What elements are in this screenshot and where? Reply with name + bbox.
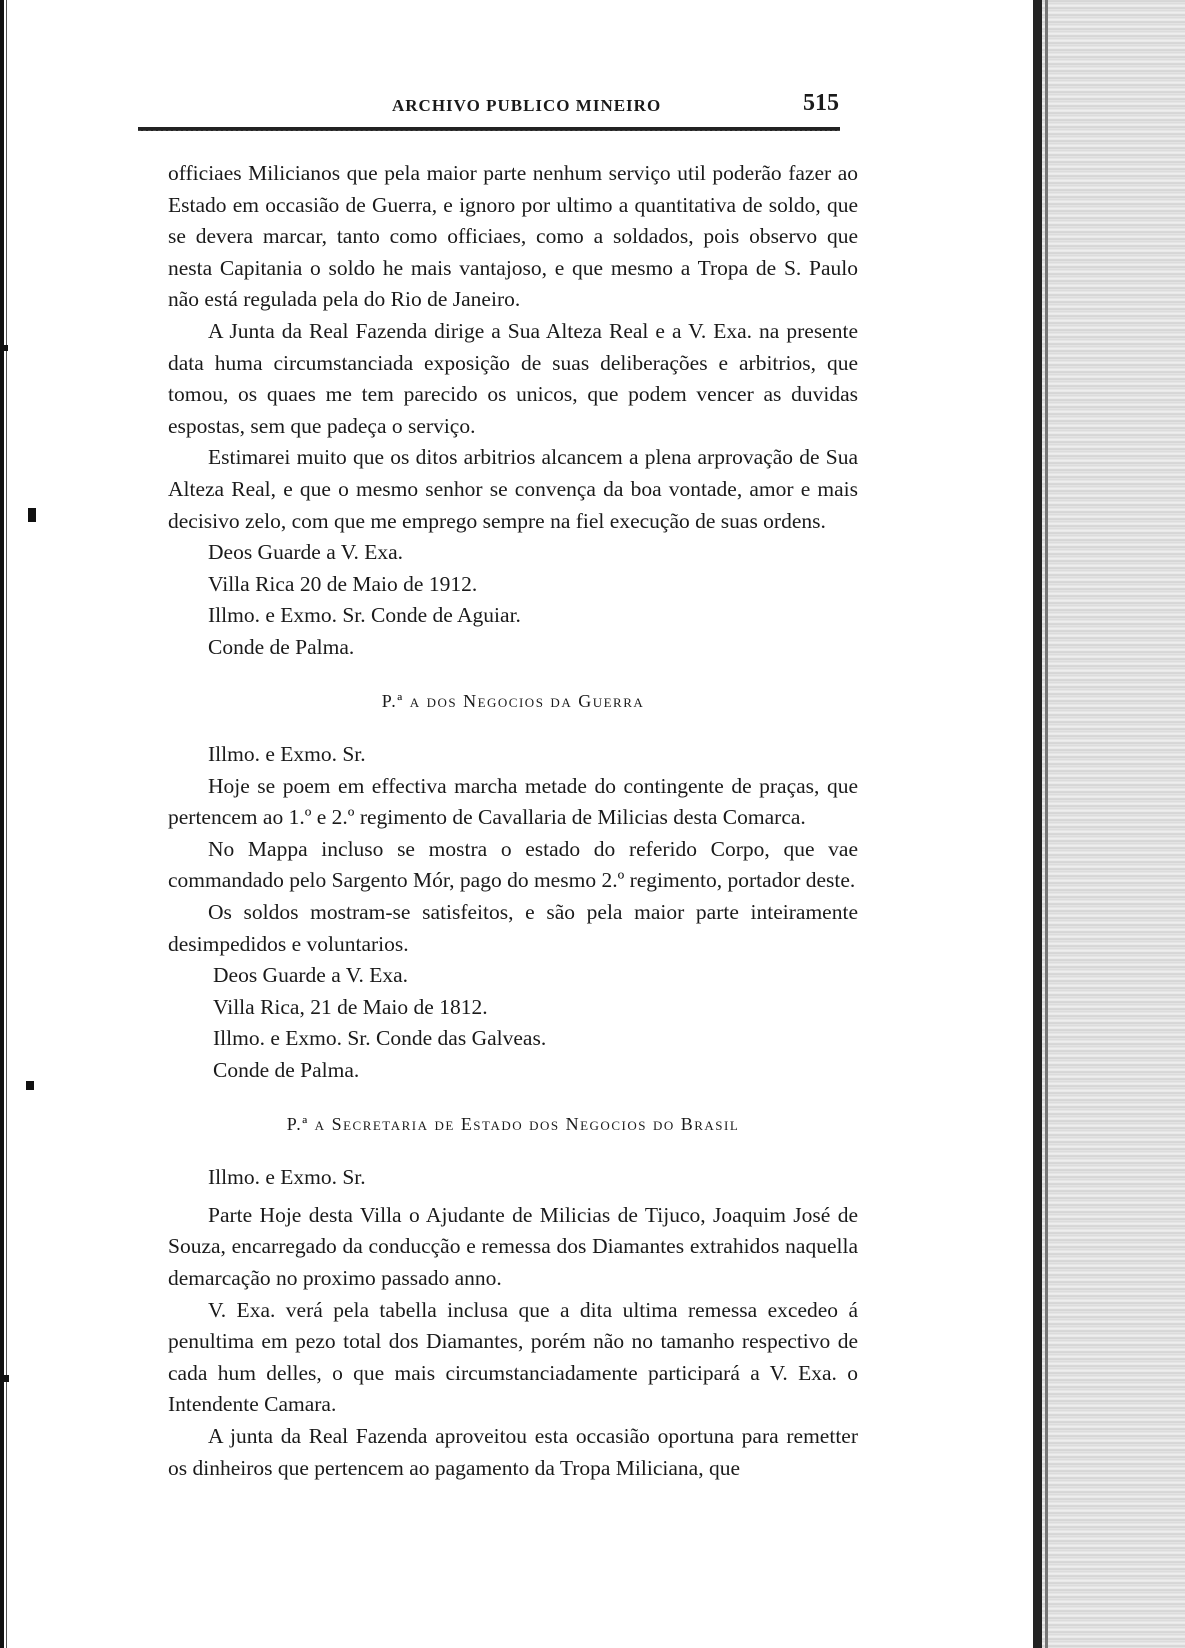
closing-signature: Conde de Palma. — [213, 1058, 360, 1083]
closing-salutation: Deos Guarde a V. Exa. — [213, 963, 409, 988]
scan-right-margin — [1033, 0, 1185, 1648]
letter-greeting: Illmo. e Exmo. Sr. — [208, 1165, 366, 1190]
letter-heading: P.ª a Secretaria de Estado dos Negocios do Brasil — [286, 1113, 740, 1134]
paragraph: No Mappa incluso se mostra o estado do referido Corpo, que vae commandado pelo Sargento Mór, pago do mesmo 2.º regimento, portador deste. — [168, 836, 858, 893]
running-header-title: ARCHIVO PUBLICO MINEIRO — [392, 96, 662, 115]
closing-addressee: Illmo. e Exmo. Sr. Conde das Galveas. — [213, 1026, 547, 1051]
paragraph: Estimarei muito que os ditos arbitrios alcancem a plena arprovação de Sua Alteza Real, e que o mesmo senhor se convença da boa vontade, amor e mais decisivo zelo, com que me emprego sempre na fiel execução de suas ordens. — [168, 445, 858, 533]
closing-date: Villa Rica 20 de Maio de 1912. — [208, 571, 478, 596]
paragraph: Hoje se poem em effectiva marcha metade do contingente de praças, que pertencem ao 1.º e 2.º regimento de Cavallaria de Milicias desta Comarca. — [168, 773, 858, 830]
paragraph: Os soldos mostram-se satisfeitos, e são pela maior parte inteiramente desimpedidos e voluntarios. — [168, 900, 858, 956]
document-body — [168, 158, 858, 1484]
paragraph: A junta da Real Fazenda aproveitou esta occasião oportuna para remetter os dinheiros que pertencem ao pagamento da Tropa Miliciana, que — [168, 1423, 858, 1480]
paragraph: V. Exa. verá pela tabella inclusa que a dita ultima remessa excedeo á penultima em pezo total dos Diamantes, porém não no tamanho respectivo de cada hum delles, o que mais circumstanciadamente participará a V. Exa. o Intendente Camara. — [168, 1297, 858, 1417]
closing-signature: Conde de Palma. — [208, 634, 355, 659]
closing-date: Villa Rica, 21 de Maio de 1812. — [213, 994, 488, 1019]
closing-addressee: Illmo. e Exmo. Sr. Conde de Aguiar. — [208, 603, 521, 628]
closing-salutation: Deos Guarde a V. Exa. — [208, 540, 404, 565]
letter-greeting: Illmo. e Exmo. Sr. — [208, 742, 366, 767]
paragraph: Parte Hoje desta Villa o Ajudante de Milicias de Tijuco, Joaquim José de Souza, encarregado da conducção e remessa dos Diamantes extrahidos naquella demarcação no proximo passado anno. — [168, 1202, 858, 1290]
header-rule — [138, 127, 840, 131]
letter-heading: P.ª a dos Negocios da Guerra — [381, 690, 645, 711]
paragraph: A Junta da Real Fazenda dirige a Sua Alteza Real e a V. Exa. na presente data huma circumstanciada exposição de suas deliberações e arbitrios, que tomou, os quaes me tem parecido os unicos, que podem vencer as duvidas espostas, sem que padeça o serviço. — [168, 318, 858, 438]
continuation-paragraph: officiaes Milicianos que pela maior parte nenhum serviço util poderão fazer ao Estado em occasião de Guerra, e ignoro por ultimo a quantitativa de soldo, que se devera marcar, tanto como officiaes, como a soldados, pois observo que nesta Capitania o soldo he mais vantajoso, e que mesmo a Tropa de S. Paulo não está regulada pela do Rio de Janeiro. — [168, 161, 858, 312]
page-number: 515 — [803, 90, 839, 116]
